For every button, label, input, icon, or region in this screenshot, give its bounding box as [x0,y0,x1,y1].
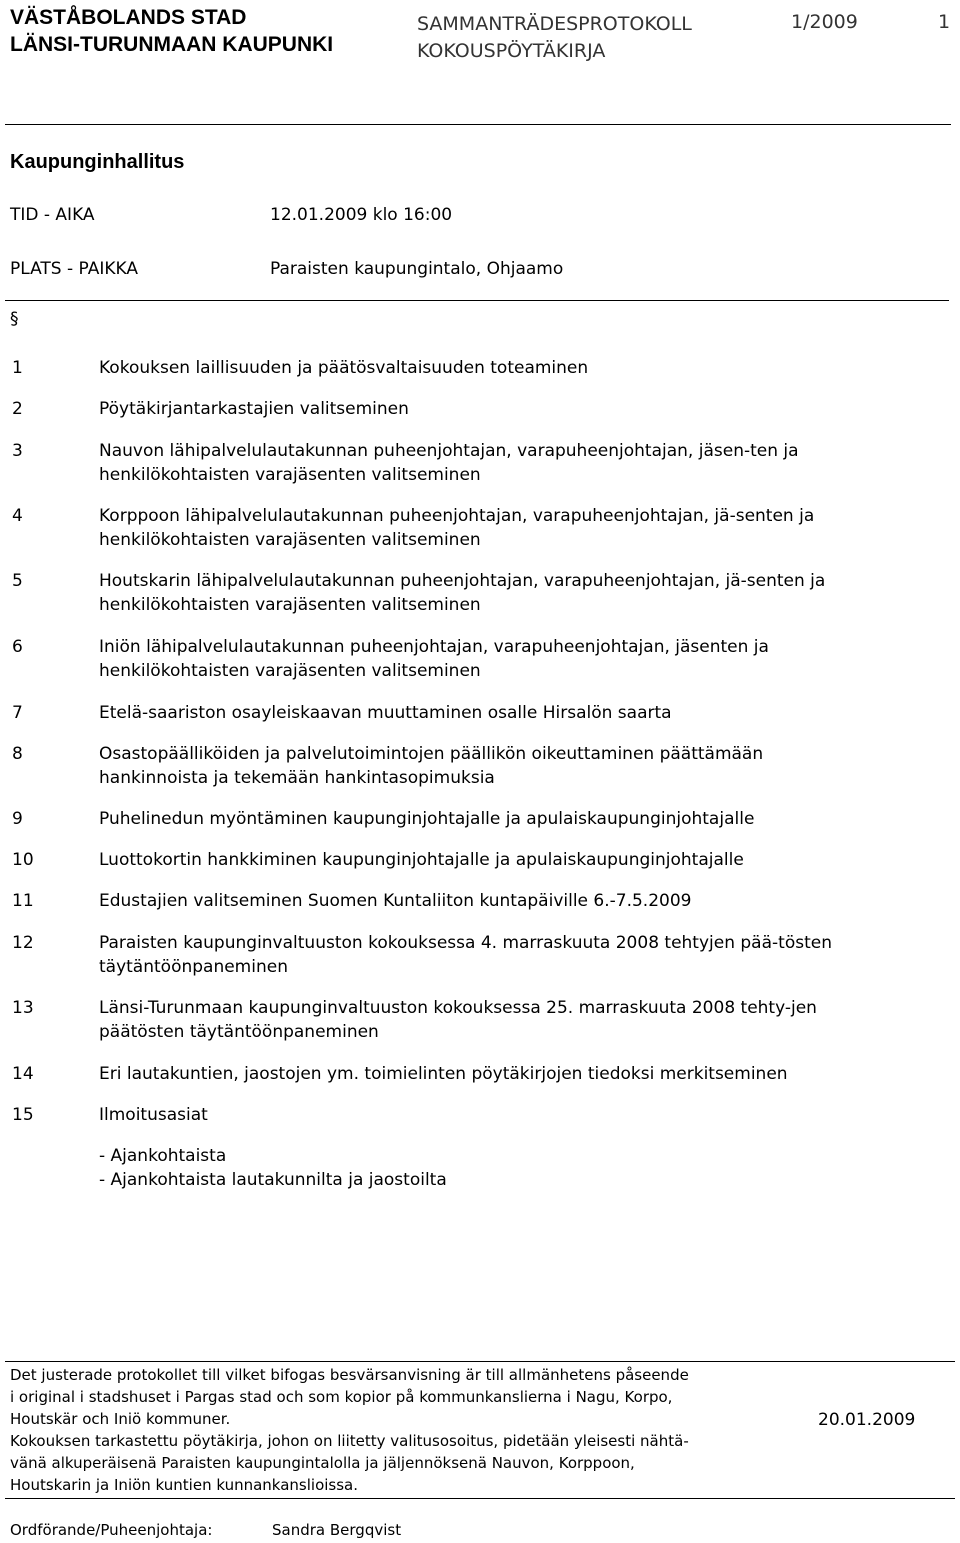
agenda-item-text: Korppoon lähipalvelulautakunnan puheenjohtajan, varapuheenjohtajan, jä-senten ja henkilökohtaisten varajäsenten valitseminen [99,506,815,550]
document-number: 1/2009 [791,11,858,33]
sub-item: - Ajankohtaista [99,1146,227,1166]
header-divider [5,124,951,125]
footer-notice-line: vänä alkuperäisenä Paraisten kaupungintalolla ja jäljennöksenä Nauvon, Korppoon, [10,1454,635,1472]
organization-name [10,4,333,58]
agenda-item-text: Eri lautakuntien, jaostojen ym. toimielinten pöytäkirjojen tiedoksi merkitseminen [99,1064,788,1084]
paragraph-mark: § [10,309,19,329]
agenda-item-number: 9 [12,809,23,829]
document-type-fi: KOKOUSPÖYTÄKIRJA [417,40,606,62]
agenda-item-number: 15 [12,1105,34,1125]
agenda-item-text: Kokouksen laillisuuden ja päätösvaltaisuuden toteaminen [99,358,589,378]
page-title: Kaupunginhallitus [10,151,185,173]
signature-name: Sandra Bergqvist [272,1521,402,1539]
agenda-item-text: Luottokortin hankkiminen kaupunginjohtajalle ja apulaiskaupunginjohtajalle [99,850,744,870]
document-type [417,11,692,65]
agenda-item-number: 8 [12,744,23,764]
footer-notice-line: Houtskär och Iniö kommuner. [10,1410,231,1428]
footer-notice-line: Kokouksen tarkastettu pöytäkirja, johon on liitetty valitusosoitus, pidetään yleisesti nähtä- [10,1432,689,1450]
sub-item: - Ajankohtaista lautakunnilta ja jaostoilta [99,1170,447,1190]
agenda-item-number: 14 [12,1064,34,1084]
agenda-item-text: Houtskarin lähipalvelulautakunnan puheenjohtajan, varapuheenjohtajan, jä-senten ja henkilökohtaisten varajäsenten valitseminen [99,571,826,615]
agenda-item-number: 10 [12,850,34,870]
agenda-item-number: 7 [12,703,23,723]
agenda-item-text: Iniön lähipalvelulautakunnan puheenjohtajan, varapuheenjohtajan, jäsenten ja henkilökohtaisten varajäsenten valitseminen [99,637,769,681]
agenda-item-text: Nauvon lähipalvelulautakunnan puheenjohtajan, varapuheenjohtajan, jäsen-ten ja henkilökohtaisten varajäsenten valitseminen [99,441,799,485]
agenda-item-text: Etelä-saariston osayleiskaavan muuttaminen osalle Hirsalön saarta [99,703,672,723]
time-value: 12.01.2009 klo 16:00 [270,205,453,225]
place-value: Paraisten kaupungintalo, Ohjaamo [270,259,564,279]
footer-notice [10,1364,800,1496]
agenda-item-number: 1 [12,358,23,378]
footer-notice-line: Houtskarin ja Iniön kuntien kunnankanslioissa. [10,1476,359,1494]
agenda-item-text: Ilmoitusasiat [99,1105,208,1125]
place-label: PLATS - PAIKKA [10,259,138,279]
agenda-item-text: Länsi-Turunmaan kaupunginvaltuuston kokouksessa 25. marraskuuta 2008 tehty-jen päätösten täytäntöönpaneminen [99,998,817,1042]
agenda-item-text: Puhelinedun myöntäminen kaupunginjohtajalle ja apulaiskaupunginjohtajalle [99,809,755,829]
organization-name-fi: LÄNSI-TURUNMAAN KAUPUNKI [10,33,334,56]
agenda-item-text: Pöytäkirjantarkastajien valitseminen [99,399,409,419]
agenda-item-number: 13 [12,998,34,1018]
agenda-divider [5,300,949,301]
agenda-item-number: 2 [12,399,23,419]
agenda-item-number: 5 [12,571,23,591]
agenda-item-text: Edustajien valitseminen Suomen Kuntaliiton kuntapäiville 6.-7.5.2009 [99,891,692,911]
document-type-sv: SAMMANTRÄDESPROTOKOLL [417,13,692,35]
footer-notice-line: Det justerade protokollet till vilket bifogas besvärsanvisning är till allmänhetens påseende [10,1366,689,1384]
agenda-item-number: 12 [12,933,34,953]
footer-divider [5,1361,955,1362]
signature-divider [5,1498,955,1499]
agenda-item-text: Paraisten kaupunginvaltuuston kokouksessa 4. marraskuuta 2008 tehtyjen pää-tösten täytäntöönpaneminen [99,933,832,977]
time-label: TID - AIKA [10,205,95,225]
agenda-item-number: 6 [12,637,23,657]
footer-date: 20.01.2009 [818,1410,916,1430]
agenda-item-number: 4 [12,506,23,526]
footer-notice-line: i original i stadshuset i Pargas stad och som kopior på kommunkanslierna i Nagu, Korpo, [10,1388,673,1406]
signature-label: Ordförande/Puheenjohtaja: [10,1521,213,1539]
agenda-item-number: 11 [12,891,34,911]
agenda-item-number: 3 [12,441,23,461]
agenda-item-text: Osastopäälliköiden ja palvelutoimintojen päällikön oikeuttaminen päättämään hankinnoista ja tekemään hankintasopimuksia [99,744,764,788]
organization-name-sv: VÄSTÅBOLANDS STAD [10,6,247,29]
page-number: 1 [938,11,951,33]
